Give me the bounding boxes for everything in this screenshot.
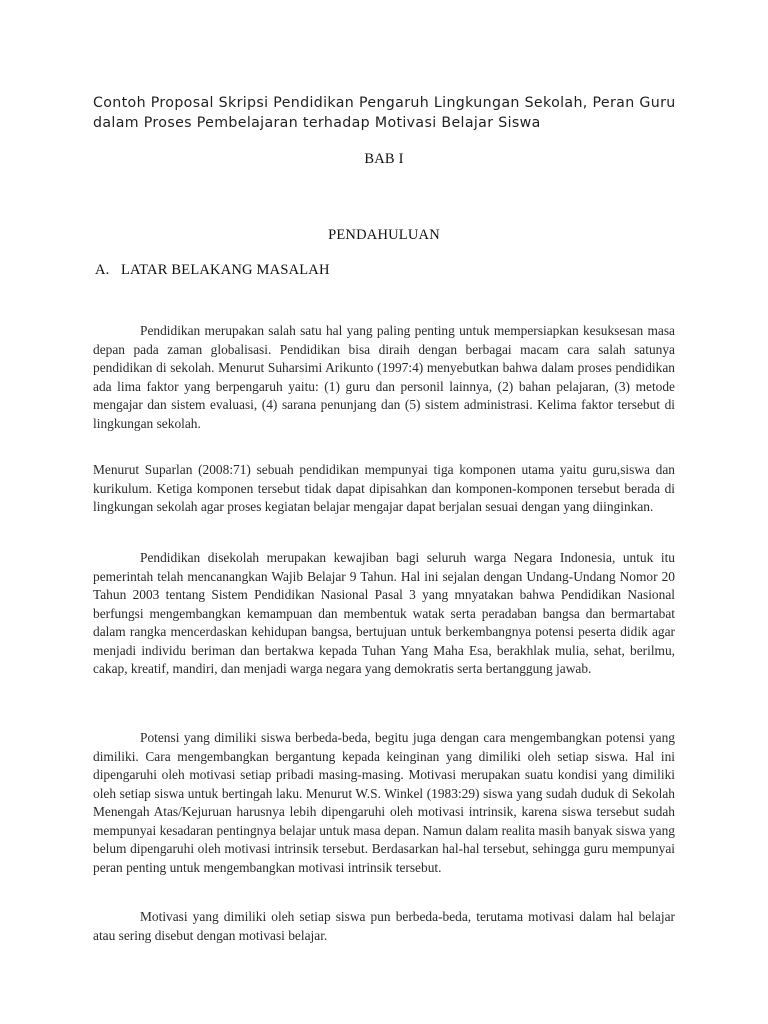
section-letter: A. [95,262,110,278]
paragraph-2: Menurut Suparlan (2008:71) sebuah pendidikan mempunyai tiga komponen utama yaitu guru,siswa dan kurikulum. Ketiga komponen tersebut tidak dapat dipisahkan dan komponen-komponen tersebut berada di lingkungan sekolah agar proses kegiatan belajar mengajar dapat berjalan sesuai dengan yang diinginkan. [93,462,675,514]
document-title: Contoh Proposal Skripsi Pendidikan Pengaruh Lingkungan Sekolah, Peran Guru dalam Proses Pembelajaran terhadap Motivasi Belajar Siswa [93,95,676,131]
paragraph-1: Pendidikan merupakan salah satu hal yang paling penting untuk mempersiapkan kesuksesan masa depan pada zaman globalisasi. Pendidikan bisa diraih dengan berbagai macam cara salah satunya pendidikan di sekolah. Menurut Suharsimi Arikunto (1997:4) menyebutkan bahwa dalam proses pendidikan ada lima faktor yang berpengaruh yaitu: (1) guru dan personil lainnya, (2) bahan pelajaran, (3) metode mengajar dan sistem evaluasi, (4) sarana penunjang dan (5) sistem administrasi. Kelima faktor tersebut di lingkungan sekolah. [93,323,675,431]
section-title: LATAR BELAKANG MASALAH [121,262,330,278]
paragraph-5: Motivasi yang dimiliki oleh setiap siswa pun berbeda-beda, terutama motivasi dalam hal belajar atau sering disebut dengan motivasi belajar. [93,909,675,943]
chapter-title: PENDAHULUAN [328,227,440,243]
paragraph-3: Pendidikan disekolah merupakan kewajiban bagi seluruh warga Negara Indonesia, untuk itu pemerintah telah mencanangkan Wajib Belajar 9 Tahun. Hal ini sejalan dengan Undang-Undang Nomor 20 Tahun 2003 tentang Sistem Pendidikan Nasional Pasal 3 yang mnyatakan bahwa Pendidikan Nasional berfungsi mengembangkan kemampuan dan membentuk watak serta peradaban bangsa dan bermartabat dalam rangka mencerdaskan kehidupan bangsa, bertujuan untuk berkembangnya potensi peserta didik agar menjadi individu beriman dan bertakwa kepada Tuhan Yang Maha Esa, berakhlak mulia, sehat, berilmu, cakap, kreatif, mandiri, dan menjadi warga negara yang demokratis serta bertanggung jawab. [93,550,675,676]
section-heading [95,262,330,279]
paragraph-4: Potensi yang dimiliki siswa berbeda-beda, begitu juga dengan cara mengembangkan potensi yang dimiliki. Cara mengembangkan bergantung kepada keinginan yang dimiliki oleh setiap siswa. Hal ini dipengaruhi oleh motivasi setiap pribadi masing-masing. Motivasi merupakan suatu kondisi yang dimiliki oleh setiap siswa untuk bertingah laku. Menurut W.S. Winkel (1983:29) siswa yang sudah duduk di Sekolah Menengah Atas/Kejuruan harusnya lebih dipengaruhi oleh motivasi intrinsik, karena siswa tersebut sudah mempunyai kesadaran pentingnya belajar untuk masa depan. Namun dalam realita masih banyak siswa yang belum dipengaruhi oleh motivasi intrinsik tersebut. Berdasarkan hal-hal tersebut, sehingga guru mempunyai peran penting untuk mengembangkan motivasi intrinsik tersebut. [93,730,675,875]
chapter-number: BAB I [364,151,404,167]
